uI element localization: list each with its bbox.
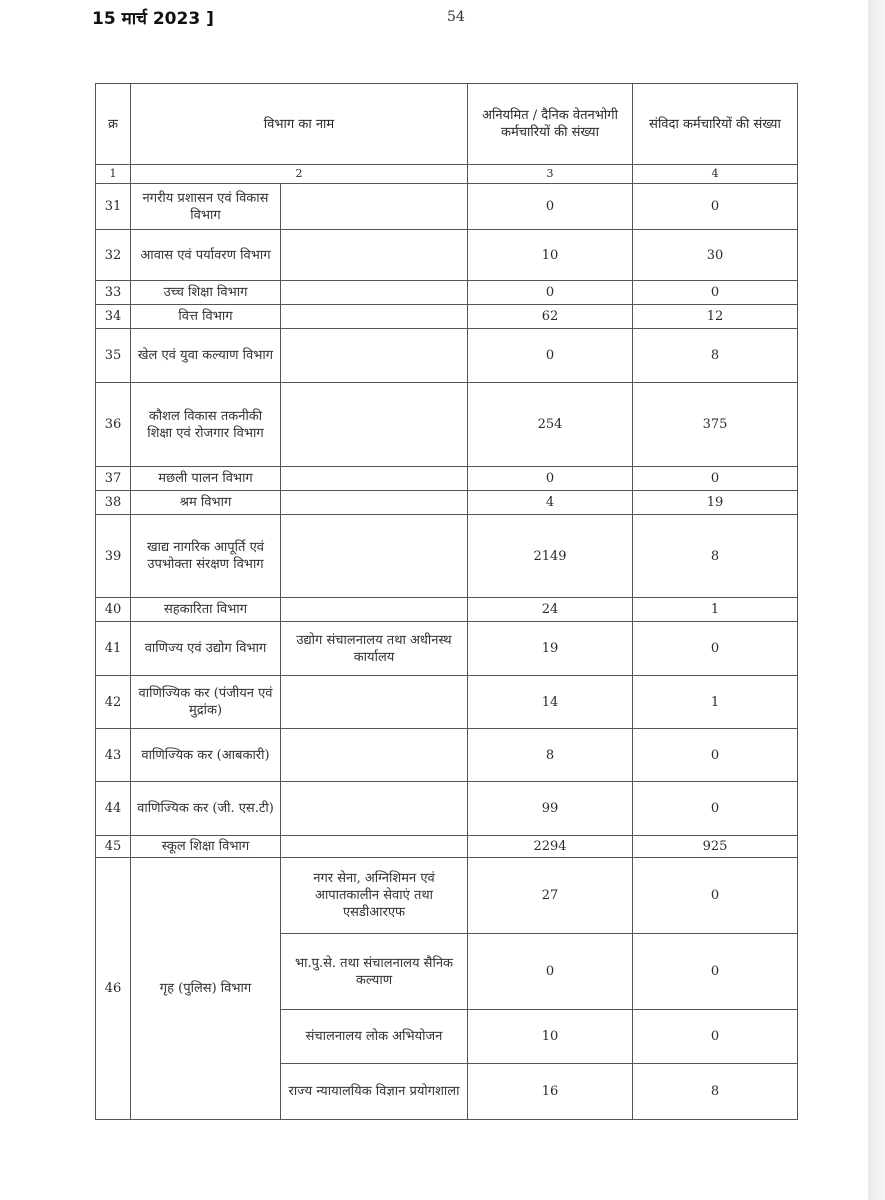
column-number: 3 bbox=[468, 165, 633, 184]
table-row bbox=[96, 383, 798, 467]
table-row bbox=[96, 622, 798, 676]
serial-number-cell: 39 bbox=[96, 515, 131, 598]
sub-department-cell bbox=[281, 383, 468, 467]
page-bottom-cut bbox=[0, 1142, 868, 1200]
serial-number-cell: 36 bbox=[96, 383, 131, 467]
sub-department-cell bbox=[281, 230, 468, 281]
department-name-cell: वाणिज्यिक कर (आबकारी) bbox=[131, 729, 281, 782]
header-serial: क्र bbox=[96, 84, 131, 165]
sub-department-cell bbox=[281, 491, 468, 515]
serial-number-cell: 38 bbox=[96, 491, 131, 515]
table-row bbox=[96, 230, 798, 281]
contract-employee-count-cell: 375 bbox=[633, 383, 798, 467]
irregular-employee-count-cell: 62 bbox=[468, 305, 633, 329]
table-header-row bbox=[96, 84, 798, 165]
table-row bbox=[96, 598, 798, 622]
department-name-cell: आवास एवं पर्यावरण विभाग bbox=[131, 230, 281, 281]
header-irregular-employees: अनियमित / दैनिक वेतनभोगी कर्मचारियों की संख्या bbox=[468, 84, 633, 165]
contract-employee-count-cell: 8 bbox=[633, 515, 798, 598]
serial-number-cell: 45 bbox=[96, 836, 131, 858]
sub-department-cell bbox=[281, 467, 468, 491]
department-name-cell: स्कूल शिक्षा विभाग bbox=[131, 836, 281, 858]
department-name-cell: नगरीय प्रशासन एवं विकास विभाग bbox=[131, 184, 281, 230]
sub-department-cell bbox=[281, 836, 468, 858]
irregular-employee-count-cell: 27 bbox=[468, 858, 633, 934]
irregular-employee-count-cell: 8 bbox=[468, 729, 633, 782]
irregular-employee-count-cell: 2294 bbox=[468, 836, 633, 858]
gazette-date: 15 मार्च 2023 ] bbox=[92, 9, 214, 29]
contract-employee-count-cell: 0 bbox=[633, 782, 798, 836]
irregular-employee-count-cell: 10 bbox=[468, 230, 633, 281]
contract-employee-count-cell: 0 bbox=[633, 622, 798, 676]
table-row bbox=[96, 491, 798, 515]
contract-employee-count-cell: 0 bbox=[633, 934, 798, 1010]
serial-number-cell: 35 bbox=[96, 329, 131, 383]
sub-department-cell bbox=[281, 676, 468, 729]
contract-employee-count-cell: 0 bbox=[633, 858, 798, 934]
table-row bbox=[96, 515, 798, 598]
serial-number-cell: 33 bbox=[96, 281, 131, 305]
page-number: 54 bbox=[447, 9, 465, 25]
sub-department-cell bbox=[281, 329, 468, 383]
serial-number-cell: 44 bbox=[96, 782, 131, 836]
department-name-cell: उच्च शिक्षा विभाग bbox=[131, 281, 281, 305]
department-name-cell: गृह (पुलिस) विभाग bbox=[131, 858, 281, 1120]
irregular-employee-count-cell: 10 bbox=[468, 1010, 633, 1064]
contract-employee-count-cell: 925 bbox=[633, 836, 798, 858]
table-row bbox=[96, 467, 798, 491]
contract-employee-count-cell: 8 bbox=[633, 1064, 798, 1120]
department-name-cell: वित्त विभाग bbox=[131, 305, 281, 329]
irregular-employee-count-cell: 14 bbox=[468, 676, 633, 729]
table-row bbox=[96, 836, 798, 858]
header-contract-employees: संविदा कर्मचारियों की संख्या bbox=[633, 84, 798, 165]
sub-department-cell bbox=[281, 782, 468, 836]
irregular-employee-count-cell: 2149 bbox=[468, 515, 633, 598]
contract-employee-count-cell: 30 bbox=[633, 230, 798, 281]
column-number-row bbox=[96, 165, 798, 184]
irregular-employee-count-cell: 4 bbox=[468, 491, 633, 515]
serial-number-cell: 34 bbox=[96, 305, 131, 329]
serial-number-cell: 43 bbox=[96, 729, 131, 782]
irregular-employee-count-cell: 24 bbox=[468, 598, 633, 622]
serial-number-cell: 41 bbox=[96, 622, 131, 676]
sub-department-cell bbox=[281, 281, 468, 305]
column-number: 1 bbox=[96, 165, 131, 184]
irregular-employee-count-cell: 0 bbox=[468, 281, 633, 305]
irregular-employee-count-cell: 0 bbox=[468, 934, 633, 1010]
contract-employee-count-cell: 12 bbox=[633, 305, 798, 329]
department-name-cell: खाद्य नागरिक आपूर्ति एवं उपभोक्ता संरक्षण विभाग bbox=[131, 515, 281, 598]
department-name-cell: वाणिज्य एवं उद्योग विभाग bbox=[131, 622, 281, 676]
sub-department-cell: उद्योग संचालनालय तथा अधीनस्थ कार्यालय bbox=[281, 622, 468, 676]
irregular-employee-count-cell: 99 bbox=[468, 782, 633, 836]
sub-department-cell bbox=[281, 305, 468, 329]
sub-department-cell bbox=[281, 515, 468, 598]
contract-employee-count-cell: 1 bbox=[633, 598, 798, 622]
sub-department-cell bbox=[281, 184, 468, 230]
employee-count-table bbox=[95, 83, 798, 1120]
serial-number-cell: 42 bbox=[96, 676, 131, 729]
table-row bbox=[96, 329, 798, 383]
sub-department-cell: नगर सेना, अग्निशिमन एवं आपातकालीन सेवाएं तथा एसडीआरएफ bbox=[281, 858, 468, 934]
table-row bbox=[96, 858, 798, 934]
serial-number-cell: 40 bbox=[96, 598, 131, 622]
serial-number-cell: 31 bbox=[96, 184, 131, 230]
contract-employee-count-cell: 19 bbox=[633, 491, 798, 515]
contract-employee-count-cell: 0 bbox=[633, 184, 798, 230]
department-name-cell: वाणिज्यिक कर (पंजीयन एवं मुद्रांक) bbox=[131, 676, 281, 729]
irregular-employee-count-cell: 0 bbox=[468, 184, 633, 230]
contract-employee-count-cell: 0 bbox=[633, 729, 798, 782]
table-row bbox=[96, 184, 798, 230]
department-name-cell: मछली पालन विभाग bbox=[131, 467, 281, 491]
contract-employee-count-cell: 8 bbox=[633, 329, 798, 383]
sub-department-cell bbox=[281, 598, 468, 622]
contract-employee-count-cell: 0 bbox=[633, 281, 798, 305]
irregular-employee-count-cell: 0 bbox=[468, 467, 633, 491]
table-row bbox=[96, 782, 798, 836]
serial-number-cell: 37 bbox=[96, 467, 131, 491]
column-number: 4 bbox=[633, 165, 798, 184]
column-number: 2 bbox=[131, 165, 468, 184]
department-name-cell: वाणिज्यिक कर (जी. एस.टी) bbox=[131, 782, 281, 836]
contract-employee-count-cell: 0 bbox=[633, 467, 798, 491]
serial-number-cell: 32 bbox=[96, 230, 131, 281]
table-row bbox=[96, 305, 798, 329]
header-department: विभाग का नाम bbox=[131, 84, 468, 165]
sub-department-cell: राज्य न्यायालयिक विज्ञान प्रयोगशाला bbox=[281, 1064, 468, 1120]
irregular-employee-count-cell: 254 bbox=[468, 383, 633, 467]
table-body bbox=[96, 165, 798, 1120]
sub-department-cell: भा.पु.से. तथा संचालनालय सैनिक कल्याण bbox=[281, 934, 468, 1010]
irregular-employee-count-cell: 16 bbox=[468, 1064, 633, 1120]
sub-department-cell bbox=[281, 729, 468, 782]
contract-employee-count-cell: 0 bbox=[633, 1010, 798, 1064]
irregular-employee-count-cell: 0 bbox=[468, 329, 633, 383]
serial-number-cell: 46 bbox=[96, 858, 131, 1120]
sub-department-cell: संचालनालय लोक अभियोजन bbox=[281, 1010, 468, 1064]
department-name-cell: श्रम विभाग bbox=[131, 491, 281, 515]
table-row bbox=[96, 729, 798, 782]
department-name-cell: कौशल विकास तकनीकी शिक्षा एवं रोजगार विभाग bbox=[131, 383, 281, 467]
irregular-employee-count-cell: 19 bbox=[468, 622, 633, 676]
department-name-cell: सहकारिता विभाग bbox=[131, 598, 281, 622]
table-row bbox=[96, 676, 798, 729]
table-row bbox=[96, 281, 798, 305]
contract-employee-count-cell: 1 bbox=[633, 676, 798, 729]
page-edge-shadow bbox=[868, 0, 885, 1200]
department-name-cell: खेल एवं युवा कल्याण विभाग bbox=[131, 329, 281, 383]
